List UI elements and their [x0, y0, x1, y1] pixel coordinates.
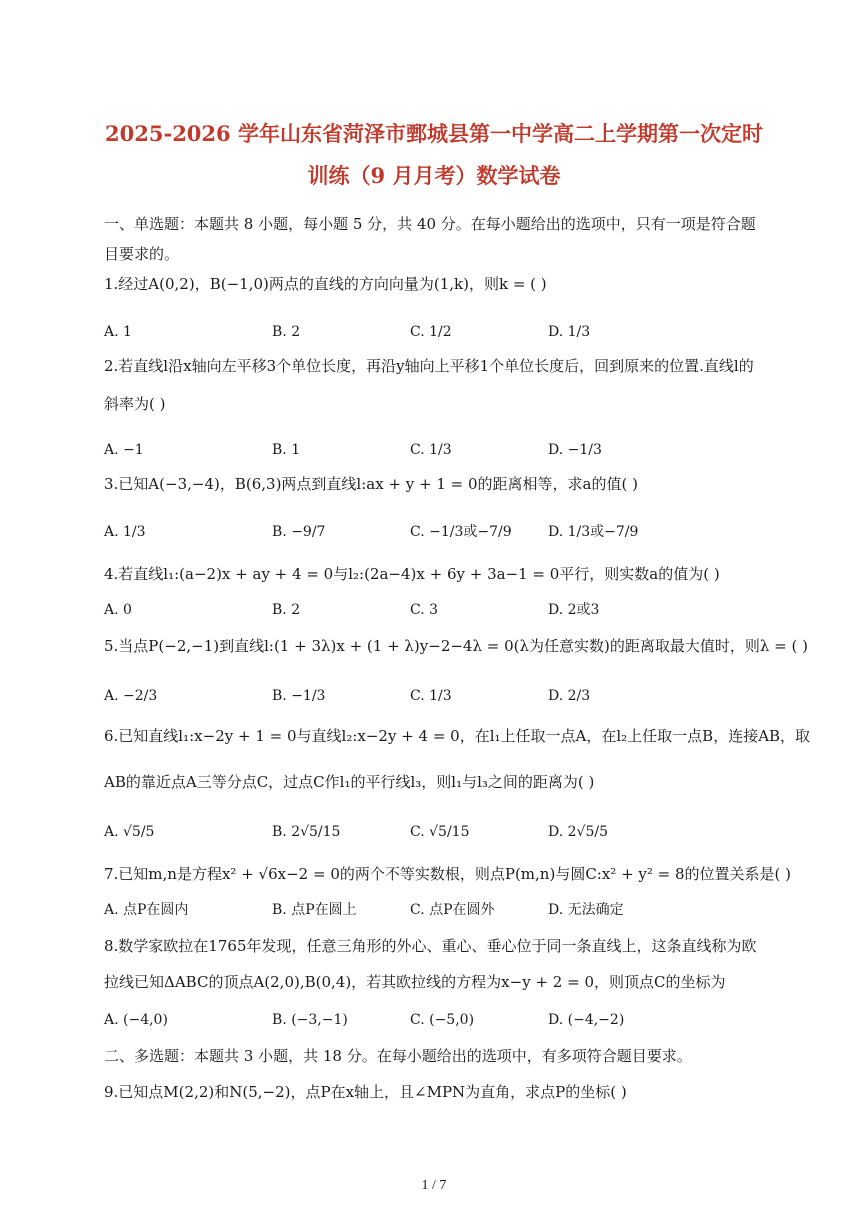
question-4: 4.若直线l₁:(a−2)x + ay + 4 = 0与l₂:(2a−4)x + 6y + 3a−1 = 0平行，则实数a的值为( ) [104, 565, 720, 583]
question-7: 7.已知m,n是方程x² + √6x−2 = 0的两个不等实数根，则点P(m,n)与圆C:x² + y² = 8的位置关系是( ) [104, 865, 792, 883]
question-8-line-2: 拉线已知ΔABC的顶点A(2,0),B(0,4)，若其欧拉线的方程为x−y + 2 = 0，则顶点C的坐标为 [104, 973, 726, 991]
q1-option-d: D. 1/3 [548, 324, 591, 340]
q3-option-c: C. −1/3或−7/9 [410, 524, 512, 540]
q5-option-b: B. −1/3 [272, 688, 326, 704]
q2-option-a: A. −1 [104, 442, 144, 458]
question-9: 9.已知点M(2,2)和N(5,−2)，点P在x轴上，且∠MPN为直角，求点P的坐标( ) [104, 1083, 627, 1101]
q6-option-d: D. 2√5/5 [548, 824, 608, 840]
q4-option-d: D. 2或3 [548, 602, 600, 618]
q3-option-d: D. 1/3或−7/9 [548, 524, 639, 540]
section-1-heading: 一、单选题：本题共 8 小题，每小题 5 分，共 40 分。在每小题给出的选项中，只有一项是符合题 [104, 215, 756, 233]
q1-option-b: B. 2 [272, 324, 301, 340]
question-6-line-2: AB的靠近点A三等分点C，过点C作l₁的平行线l₃，则l₁与l₃之间的距离为( ) [104, 773, 595, 791]
question-8-line-1: 8.数学家欧拉在1765年发现，任意三角形的外心、重心、垂心位于同一条直线上，这条直线称为欧 [104, 937, 757, 955]
q6-option-c: C. √5/15 [410, 824, 470, 840]
q4-option-c: C. 3 [410, 602, 439, 618]
q7-option-c: C. 点P在圆外 [410, 902, 495, 918]
question-5: 5.当点P(−2,−1)到直线l:(1 + 3λ)x + (1 + λ)y−2−4λ = 0(λ为任意实数)的距离取最大值时，则λ = ( ) [104, 637, 808, 655]
section-2-heading: 二、多选题：本题共 3 小题，共 18 分。在每小题给出的选项中，有多项符合题目要求。 [104, 1047, 692, 1065]
q7-option-a: A. 点P在圆内 [104, 902, 189, 918]
question-1: 1.经过A(0,2)，B(−1,0)两点的直线的方向向量为(1,k)，则k = ( ) [104, 275, 547, 293]
question-2-line-2: 斜率为( ) [104, 395, 166, 413]
q5-option-d: D. 2/3 [548, 688, 591, 704]
q2-option-c: C. 1/3 [410, 442, 452, 458]
q1-option-a: A. 1 [104, 324, 132, 340]
q2-option-b: B. 1 [272, 442, 301, 458]
exam-title-line-1: 2025-2026 学年山东省菏泽市鄄城县第一中学高二上学期第一次定时 [105, 121, 763, 146]
q8-option-c: C. (−5,0) [410, 1012, 475, 1028]
question-6-line-1: 6.已知直线l₁:x−2y + 1 = 0与直线l₂:x−2y + 4 = 0，在l₁上任取一点A，在l₂上任取一点B，连接AB，取 [104, 727, 811, 745]
q4-option-a: A. 0 [104, 602, 132, 618]
q2-option-d: D. −1/3 [548, 442, 602, 458]
q4-option-b: B. 2 [272, 602, 301, 618]
q7-option-d: D. 无法确定 [548, 902, 624, 918]
question-3: 3.已知A(−3,−4)，B(6,3)两点到直线l:ax + y + 1 = 0的距离相等，求a的值( ) [104, 475, 638, 493]
q8-option-a: A. (−4,0) [104, 1012, 168, 1028]
q5-option-c: C. 1/3 [410, 688, 452, 704]
q3-option-b: B. −9/7 [272, 524, 326, 540]
section-1-heading-cont: 目要求的。 [104, 245, 180, 263]
q7-option-b: B. 点P在圆上 [272, 902, 357, 918]
q3-option-a: A. 1/3 [104, 524, 146, 540]
q6-option-b: B. 2√5/15 [272, 824, 341, 840]
question-2-line-1: 2.若直线l沿x轴向左平移3个单位长度，再沿y轴向上平移1个单位长度后，回到原来的位置.直线l的 [104, 357, 754, 375]
q8-option-d: D. (−4,−2) [548, 1012, 625, 1028]
q1-option-c: C. 1/2 [410, 324, 452, 340]
q8-option-b: B. (−3,−1) [272, 1012, 348, 1028]
q6-option-a: A. √5/5 [104, 824, 155, 840]
q5-option-a: A. −2/3 [104, 688, 158, 704]
exam-title-line-2: 训练（9 月月考）数学试卷 [307, 163, 561, 188]
page-number: 1 / 7 [421, 1178, 447, 1193]
